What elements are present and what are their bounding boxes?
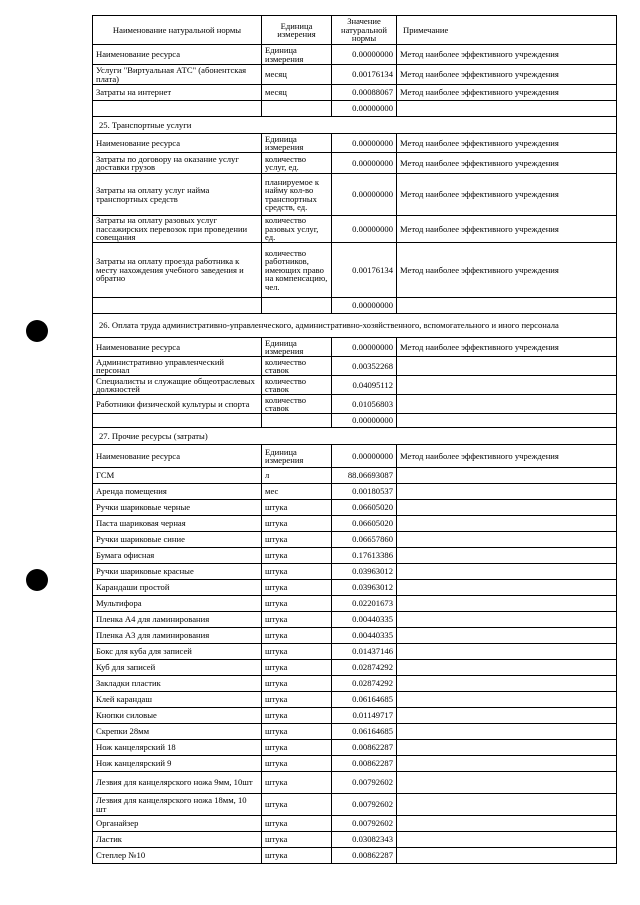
note-cell: [397, 794, 617, 816]
note-cell: Метод наиболее эффективного учреждения: [397, 65, 617, 85]
note-cell: [397, 612, 617, 628]
unit-cell: штука: [262, 692, 332, 708]
header-unit: Единица измерения: [262, 16, 332, 45]
resource-name-cell: Наименование ресурса: [93, 45, 262, 65]
resource-name-cell: Услуги "Виртуальная АТС" (абонентская плата): [93, 65, 262, 85]
table-row: [93, 395, 617, 414]
resource-name-cell: Паста шариковая черная: [93, 516, 262, 532]
unit-cell: Единица измерения: [262, 45, 332, 65]
table-row: [93, 414, 617, 428]
note-cell: Метод наиболее эффективного учреждения: [397, 216, 617, 243]
table-row: [93, 692, 617, 708]
unit-cell: штука: [262, 612, 332, 628]
resource-name-cell: Скрепки 28мм: [93, 724, 262, 740]
header-name: Наименование натуральной нормы: [93, 16, 262, 45]
section-title: 26. Оплата труда административно-управленческого, административно-хозяйственного, вспомогательного и иного персонала: [93, 314, 617, 338]
resource-name-cell: Бумага офисная: [93, 548, 262, 564]
unit-cell: штука: [262, 676, 332, 692]
resource-name-cell: Пленка А3 для ламинирования: [93, 628, 262, 644]
note-cell: [397, 848, 617, 864]
resource-name-cell: Закладки пластик: [93, 676, 262, 692]
unit-cell: штука: [262, 708, 332, 724]
note-cell: [397, 676, 617, 692]
norm-value-cell: 0.00000000: [332, 298, 397, 314]
note-cell: Метод наиболее эффективного учреждения: [397, 338, 617, 357]
unit-cell: штука: [262, 816, 332, 832]
resource-name-cell: Степлер №10: [93, 848, 262, 864]
norm-value-cell: 0.00440335: [332, 628, 397, 644]
resource-name-cell: Наименование ресурса: [93, 338, 262, 357]
resource-name-cell: Ручки шариковые красные: [93, 564, 262, 580]
resource-name-cell: Наименование ресурса: [93, 445, 262, 468]
norm-value-cell: 0.00088067: [332, 85, 397, 101]
norm-value-cell: 0.03963012: [332, 580, 397, 596]
resource-name-cell: Мультифора: [93, 596, 262, 612]
note-cell: [397, 772, 617, 794]
norm-value-cell: 0.06605020: [332, 500, 397, 516]
unit-cell: Единица измерения: [262, 338, 332, 357]
resource-name-cell: Пленка А4 для ламинирования: [93, 612, 262, 628]
norm-value-cell: 0.06605020: [332, 516, 397, 532]
unit-cell: количество услуг, ед.: [262, 153, 332, 174]
header-note: Примечание: [397, 16, 617, 45]
note-cell: Метод наиболее эффективного учреждения: [397, 153, 617, 174]
resource-name-cell: [93, 298, 262, 314]
norm-value-cell: 0.00176134: [332, 65, 397, 85]
table-row: [93, 816, 617, 832]
table-row: [93, 548, 617, 564]
norm-value-cell: 0.03963012: [332, 564, 397, 580]
table-row: [93, 644, 617, 660]
norm-value-cell: 0.02201673: [332, 596, 397, 612]
norm-value-cell: 0.06164685: [332, 692, 397, 708]
unit-cell: штука: [262, 532, 332, 548]
unit-cell: штука: [262, 580, 332, 596]
norm-value-cell: 0.00792602: [332, 772, 397, 794]
binder-hole-bottom: [26, 569, 48, 591]
table-row: [93, 676, 617, 692]
norms-table: [92, 15, 617, 864]
table-header-row: [93, 16, 617, 45]
note-cell: Метод наиболее эффективного учреждения: [397, 85, 617, 101]
unit-cell: штука: [262, 772, 332, 794]
unit-cell: штука: [262, 564, 332, 580]
section-title-row: [93, 314, 617, 338]
table-row: [93, 134, 617, 153]
table-row: [93, 484, 617, 500]
table-row: [93, 660, 617, 676]
note-cell: [397, 724, 617, 740]
norm-value-cell: 0.02874292: [332, 660, 397, 676]
resource-name-cell: ГСМ: [93, 468, 262, 484]
unit-cell: количество работников, имеющих право на компенсацию, чел.: [262, 243, 332, 298]
table-row: [93, 216, 617, 243]
table-row: [93, 740, 617, 756]
table-row: [93, 516, 617, 532]
note-cell: [397, 644, 617, 660]
norm-value-cell: 88.06693087: [332, 468, 397, 484]
resource-name-cell: Лезвия для канцелярского ножа 9мм, 10шт: [93, 772, 262, 794]
note-cell: [397, 740, 617, 756]
note-cell: [397, 414, 617, 428]
resource-name-cell: Лезвия для канцелярского ножа 18мм, 10 шт: [93, 794, 262, 816]
norm-value-cell: 0.00352268: [332, 357, 397, 376]
norm-value-cell: 0.01149717: [332, 708, 397, 724]
resource-name-cell: Административно управленческий персонал: [93, 357, 262, 376]
note-cell: [397, 376, 617, 395]
note-cell: [397, 500, 617, 516]
norm-value-cell: 0.00180537: [332, 484, 397, 500]
norm-value-cell: 0.00440335: [332, 612, 397, 628]
note-cell: [397, 692, 617, 708]
note-cell: [397, 708, 617, 724]
table-row: [93, 338, 617, 357]
note-cell: [397, 468, 617, 484]
unit-cell: планируемое к найму кол-во транспортных средств, ед.: [262, 174, 332, 216]
section-title: 25. Транспортные услуги: [93, 117, 617, 134]
unit-cell: мес: [262, 484, 332, 500]
unit-cell: штука: [262, 628, 332, 644]
note-cell: [397, 532, 617, 548]
table-row: [93, 101, 617, 117]
unit-cell: штука: [262, 848, 332, 864]
unit-cell: месяц: [262, 85, 332, 101]
binder-hole-top: [26, 320, 48, 342]
table-row: [93, 153, 617, 174]
note-cell: Метод наиболее эффективного учреждения: [397, 45, 617, 65]
section-title-row: [93, 428, 617, 445]
resource-name-cell: Карандаши простой: [93, 580, 262, 596]
note-cell: [397, 484, 617, 500]
norm-value-cell: 0.06657860: [332, 532, 397, 548]
resource-name-cell: Наименование ресурса: [93, 134, 262, 153]
resource-name-cell: Клей карандаш: [93, 692, 262, 708]
table-row: [93, 724, 617, 740]
table-row: [93, 832, 617, 848]
norm-value-cell: 0.00792602: [332, 816, 397, 832]
note-cell: [397, 357, 617, 376]
table-row: [93, 848, 617, 864]
table-row: [93, 596, 617, 612]
norm-value-cell: 0.00000000: [332, 445, 397, 468]
note-cell: [397, 816, 617, 832]
resource-name-cell: Органайзер: [93, 816, 262, 832]
unit-cell: Единица измерения: [262, 445, 332, 468]
note-cell: [397, 628, 617, 644]
norm-value-cell: 0.00000000: [332, 134, 397, 153]
note-cell: [397, 548, 617, 564]
unit-cell: количество разовых услуг, ед.: [262, 216, 332, 243]
resource-name-cell: Куб для записей: [93, 660, 262, 676]
note-cell: Метод наиболее эффективного учреждения: [397, 243, 617, 298]
norm-value-cell: 0.00176134: [332, 243, 397, 298]
norm-value-cell: 0.00000000: [332, 174, 397, 216]
unit-cell: количество ставок: [262, 376, 332, 395]
table-row: [93, 772, 617, 794]
norm-value-cell: 0.01437146: [332, 644, 397, 660]
section-title: 27. Прочие ресурсы (затраты): [93, 428, 617, 445]
table-row: [93, 445, 617, 468]
norm-value-cell: 0.00000000: [332, 338, 397, 357]
unit-cell: Единица измерения: [262, 134, 332, 153]
note-cell: [397, 580, 617, 596]
norm-value-cell: 0.00000000: [332, 45, 397, 65]
unit-cell: штука: [262, 500, 332, 516]
unit-cell: штука: [262, 516, 332, 532]
resource-name-cell: Нож канцелярский 18: [93, 740, 262, 756]
table-row: [93, 376, 617, 395]
resource-name-cell: Нож канцелярский 9: [93, 756, 262, 772]
unit-cell: штука: [262, 756, 332, 772]
note-cell: [397, 832, 617, 848]
note-cell: [397, 101, 617, 117]
norm-value-cell: 0.06164685: [332, 724, 397, 740]
norm-value-cell: 0.00000000: [332, 153, 397, 174]
resource-name-cell: Кнопки силовые: [93, 708, 262, 724]
resource-name-cell: Затраты по договору на оказание услуг доставки грузов: [93, 153, 262, 174]
unit-cell: штука: [262, 740, 332, 756]
table-row: [93, 243, 617, 298]
table-row: [93, 628, 617, 644]
norm-value-cell: 0.00862287: [332, 740, 397, 756]
norm-value-cell: 0.02874292: [332, 676, 397, 692]
resource-name-cell: Затраты на оплату разовых услуг пассажирских перевозок при проведении совещания: [93, 216, 262, 243]
norm-value-cell: 0.00792602: [332, 794, 397, 816]
unit-cell: [262, 298, 332, 314]
norm-value-cell: 0.00862287: [332, 756, 397, 772]
resource-name-cell: Затраты на оплату услуг найма транспортных средств: [93, 174, 262, 216]
norm-value-cell: 0.01056803: [332, 395, 397, 414]
table-row: [93, 357, 617, 376]
note-cell: Метод наиболее эффективного учреждения: [397, 174, 617, 216]
note-cell: Метод наиболее эффективного учреждения: [397, 445, 617, 468]
unit-cell: количество ставок: [262, 357, 332, 376]
resource-name-cell: Специалисты и служащие общеотраслевых должностей: [93, 376, 262, 395]
unit-cell: штука: [262, 548, 332, 564]
table-row: [93, 532, 617, 548]
unit-cell: количество ставок: [262, 395, 332, 414]
unit-cell: штука: [262, 660, 332, 676]
table-row: [93, 85, 617, 101]
note-cell: [397, 660, 617, 676]
resource-name-cell: [93, 101, 262, 117]
table-row: [93, 580, 617, 596]
norm-value-cell: 0.00000000: [332, 101, 397, 117]
unit-cell: штука: [262, 832, 332, 848]
note-cell: [397, 564, 617, 580]
resource-name-cell: Работники физической культуры и спорта: [93, 395, 262, 414]
resource-name-cell: Ластик: [93, 832, 262, 848]
resource-name-cell: Бокс для куба для записей: [93, 644, 262, 660]
note-cell: [397, 596, 617, 612]
unit-cell: штука: [262, 794, 332, 816]
table-row: [93, 708, 617, 724]
table-row: [93, 65, 617, 85]
note-cell: [397, 395, 617, 414]
resource-name-cell: Ручки шариковые черные: [93, 500, 262, 516]
norm-value-cell: 0.03082343: [332, 832, 397, 848]
unit-cell: л: [262, 468, 332, 484]
table-row: [93, 612, 617, 628]
resource-name-cell: Затраты на интернет: [93, 85, 262, 101]
header-value: Значение натуральной нормы: [332, 16, 397, 45]
section-title-row: [93, 117, 617, 134]
resource-name-cell: [93, 414, 262, 428]
unit-cell: штука: [262, 596, 332, 612]
norm-value-cell: 0.00862287: [332, 848, 397, 864]
resource-name-cell: Ручки шариковые синие: [93, 532, 262, 548]
unit-cell: [262, 101, 332, 117]
note-cell: [397, 756, 617, 772]
norm-value-cell: 0.00000000: [332, 414, 397, 428]
table-row: [93, 756, 617, 772]
norm-value-cell: 0.17613386: [332, 548, 397, 564]
unit-cell: штука: [262, 644, 332, 660]
note-cell: [397, 516, 617, 532]
unit-cell: месяц: [262, 65, 332, 85]
table-row: [93, 298, 617, 314]
unit-cell: штука: [262, 724, 332, 740]
resource-name-cell: Аренда помещения: [93, 484, 262, 500]
table-row: [93, 794, 617, 816]
unit-cell: [262, 414, 332, 428]
table-row: [93, 564, 617, 580]
table-row: [93, 468, 617, 484]
note-cell: [397, 298, 617, 314]
table-row: [93, 500, 617, 516]
resource-name-cell: Затраты на оплату проезда работника к месту нахождения учебного заведения и обратно: [93, 243, 262, 298]
norm-value-cell: 0.00000000: [332, 216, 397, 243]
table-row: [93, 174, 617, 216]
note-cell: Метод наиболее эффективного учреждения: [397, 134, 617, 153]
table-row: [93, 45, 617, 65]
norm-value-cell: 0.04095112: [332, 376, 397, 395]
